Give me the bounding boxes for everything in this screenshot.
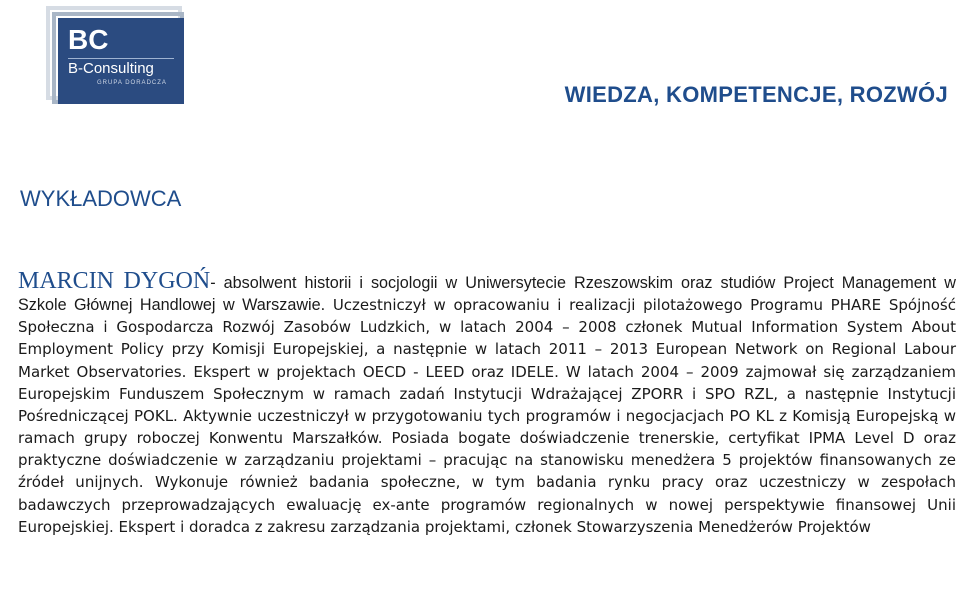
logo-initials: BC — [68, 24, 109, 55]
logo-divider — [68, 58, 174, 59]
bio-intro: - absolwent historii i socjologii w Uniwersytecie Rzeszowskim oraz studiów Project Management w Szkole Głównej Handlowej w Warszawie. — [18, 274, 956, 315]
lecturer-bio — [18, 270, 956, 538]
bio-body: Uczestniczył w opracowaniu i realizacji pilotażowego Programu PHARE Spójność Społeczna i Gospodarcza Rozwój Zasobów Ludzkich, w latach 2004 – 2008 członek Mutual Information System About Employment Policy przy Komisji Europejskiej, a następnie w latach 2011 – 2013 European Network on Regional Labour Market Observatories. Ekspert w projektach OECD - LEED oraz IDELE. W latach 2004 – 2009 zajmował się zarządzaniem Europejskim Funduszem Społecznym w ramach zadań Instytucji Wdrażającej ZPORR i SPO RZL, a następnie Instytucji Pośredniczącej POKL. Aktywnie uczestniczył w przygotowaniu tych programów i negocjacjach PO KL z Komisją Europejską w ramach grupy roboczej Konwentu Marszałków. Posiada bogate doświadczenie trenerskie, certyfikat IPMA Level D oraz praktyczne doświadczenie w zarządzaniu projektami – pracując na stanowisku menedżera 5 projektów finansowanych ze źródeł unijnych. Wykonuje również badania społeczne, w tym badania rynku pracy oraz uczestniczy w zespołach badawczych przeprowadzających ewaluację ex-ante programów regionalnych w nowej perspektywie finansowej Unii Europejskiej. Ekspert i doradca z zakresu zarządzania projektami, członek Stowarzyszenia Menedżerów Projektów — [18, 296, 956, 536]
company-logo — [46, 6, 186, 104]
header-title: WIEDZA, KOMPETENCJE, ROZWÓJ — [564, 82, 948, 107]
logo-name: B-Consulting — [68, 60, 154, 77]
logo-tagline: GRUPA DORADCZA — [97, 80, 167, 86]
lecturer-name: MARCIN DYGOŃ — [18, 268, 211, 294]
section-title: WYKŁADOWCA — [20, 186, 182, 211]
